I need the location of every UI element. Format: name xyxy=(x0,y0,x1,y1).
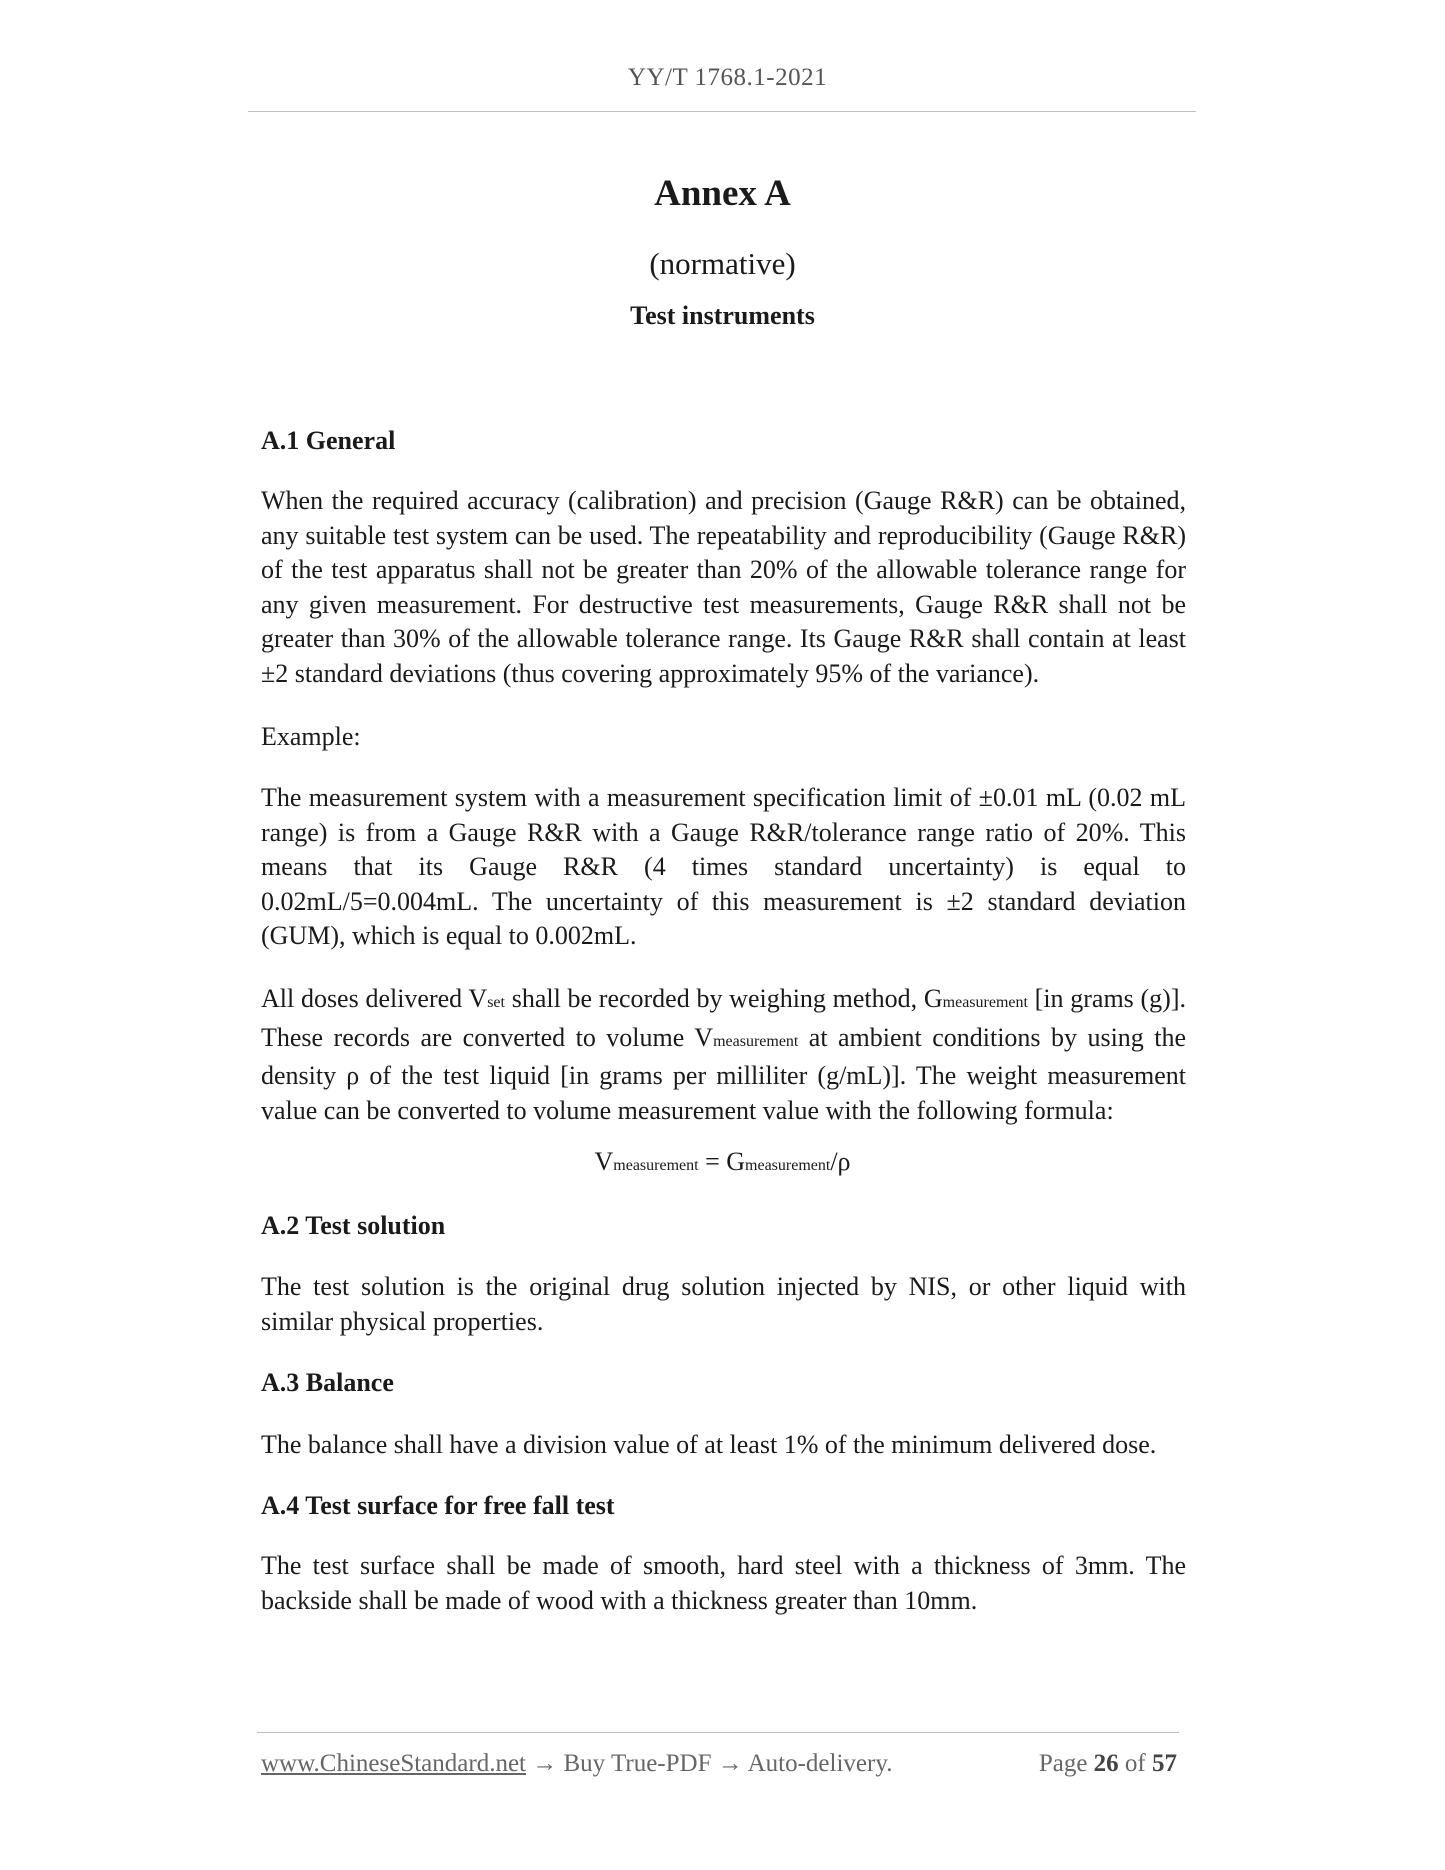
section-a2-heading: A.2 Test solution xyxy=(261,1211,446,1240)
volume-formula: Vmeasurement = Gmeasurement/ρ xyxy=(594,1147,851,1176)
section-a1-paragraph-2: The measurement system with a measurement specification limit of ±0.01 mL (0.02 mL range) is from a Gauge R&R with a Gauge R&R/tolerance range ratio of 20%. This means that its Gauge R&R (4 times standard uncertainty) is equal to 0.02mL/5=0.004mL. The uncertainty of this measurement is ±2 standard deviation (GUM), which is equal to 0.002mL. xyxy=(261,783,1186,950)
section-a4-paragraph: The test surface shall be made of smooth, hard steel with a thickness of 3mm. The backside shall be made of wood with a thickness greater than 10mm. xyxy=(261,1551,1186,1615)
section-a3-heading: A.3 Balance xyxy=(261,1368,394,1397)
annex-title: Annex A xyxy=(654,173,791,214)
section-a1-heading: A.1 General xyxy=(261,426,396,455)
standard-id-header: YY/T 1768.1-2021 xyxy=(627,64,828,91)
section-a2-paragraph: The test solution is the original drug solution injected by NIS, or other liquid with similar physical properties. xyxy=(261,1272,1186,1336)
page-number: Page 26 of 57 xyxy=(1038,1750,1177,1777)
header-divider xyxy=(248,111,1196,112)
section-a1-paragraph-3: All doses delivered Vset shall be recorded by weighing method, Gmeasurement [in grams (g)]. These records are converted to volume Vmeasurement at ambient conditions by using the density ρ of the test liquid [in grams per milliliter (g/mL)]. The weight measurement value can be converted to volume measurement value with the following formula: xyxy=(261,984,1187,1125)
annex-type: (normative) xyxy=(649,246,796,281)
annex-name: Test instruments xyxy=(630,301,815,330)
footer-divider xyxy=(257,1732,1179,1733)
footer-tagline: → Buy True-PDF → Auto-delivery. xyxy=(526,1750,893,1777)
website-link[interactable]: www.ChineseStandard.net xyxy=(261,1750,526,1777)
section-a4-heading: A.4 Test surface for free fall test xyxy=(261,1491,615,1520)
section-a1-paragraph-1: When the required accuracy (calibration) and precision (Gauge R&R) can be obtained, any suitable test system can be used. The repeatability and reproducibility (Gauge R&R) of the test apparatus shall not be greater than 20% of the allowable tolerance range for any given measurement. For destructive test measurements, Gauge R&R shall not be greater than 30% of the allowable tolerance range. Its Gauge R&R shall contain at least ±2 standard deviations (thus covering approximately 95% of the variance). xyxy=(261,486,1186,688)
page-footer xyxy=(261,1750,1177,1782)
example-label: Example: xyxy=(261,722,361,751)
section-a3-paragraph: The balance shall have a division value of at least 1% of the minimum delivered dose. xyxy=(261,1430,1157,1459)
